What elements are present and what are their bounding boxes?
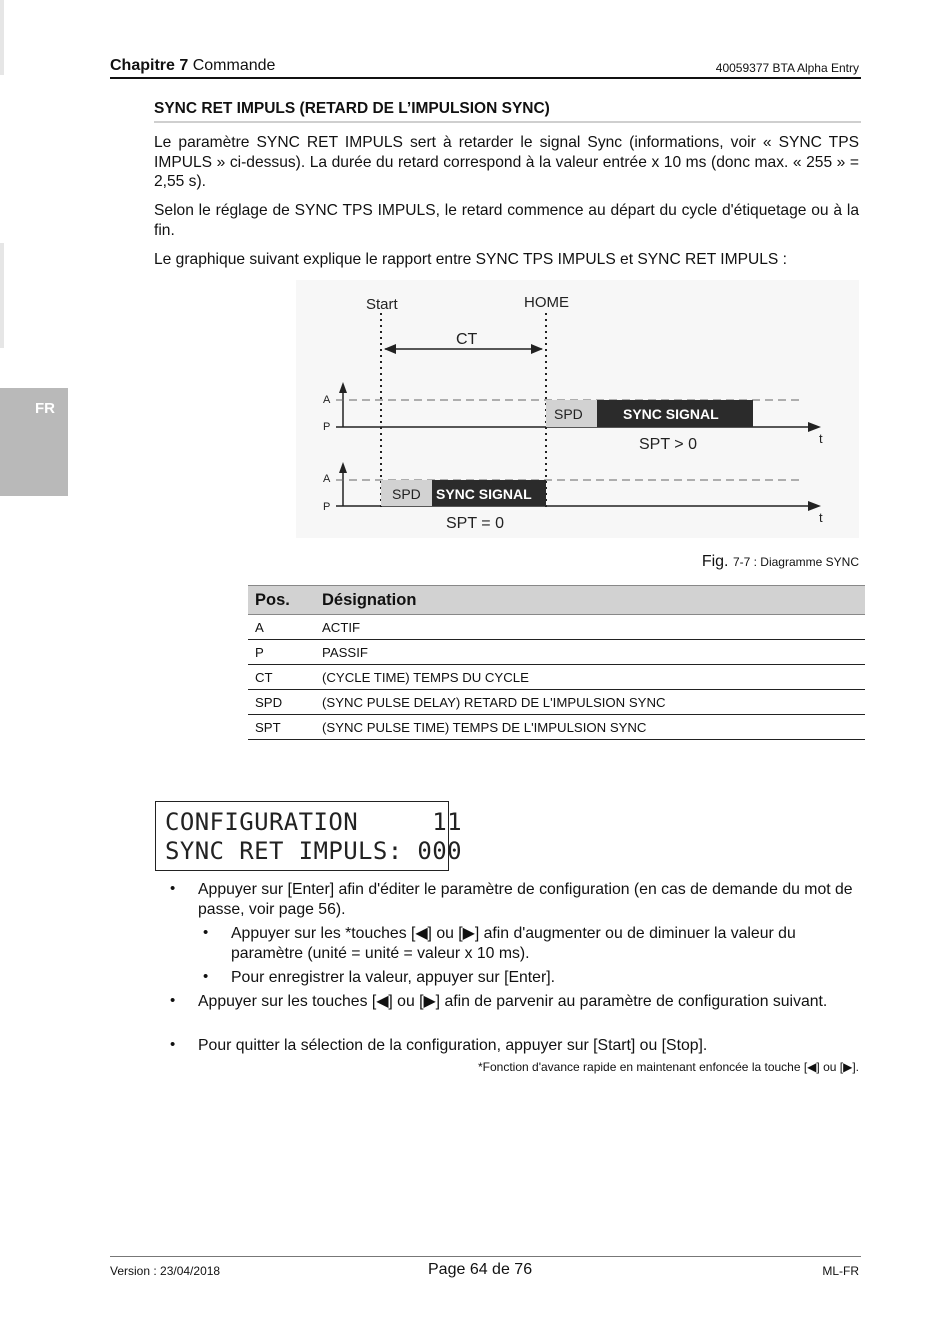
bullet-marker: •: [170, 1036, 176, 1053]
lcd-display: [155, 801, 462, 871]
upper-p-label: P: [323, 421, 331, 433]
legend-header-row: [248, 586, 865, 615]
spt-equal-zero-label: SPT = 0: [446, 515, 504, 532]
margin-line: [0, 0, 4, 75]
language-tab: [0, 388, 68, 496]
legend-designation: ACTIF: [315, 615, 865, 640]
lower-axis-arrow: [339, 462, 347, 473]
table-row: [248, 615, 865, 640]
legend-pos: P: [248, 640, 315, 665]
bullet-marker: •: [170, 992, 176, 1009]
instruction-next-parameter: Appuyer sur les touches [◀] ou [▶] afin de parvenir au paramètre de configuration suivant.: [198, 993, 828, 1010]
section-title: SYNC RET IMPULS (RETARD DE L’IMPULSION SYNC): [154, 100, 550, 117]
paragraph-intro: Le paramètre SYNC RET IMPULS sert à retarder le signal Sync (informations, voir « SYNC TPS IMPULS » ci-dessus). La durée du retard correspond à la valeur entrée x 10 ms (donc max. « 255 » = 2,55 s).: [154, 134, 859, 191]
table-row: [248, 715, 865, 740]
figure-caption-text: 7-7 : Diagramme SYNC: [732, 555, 859, 569]
timing-diagram-svg: [296, 280, 859, 538]
figure-prefix: Fig.: [701, 553, 729, 570]
legend-designation: (SYNC PULSE TIME) TEMPS DE L'IMPULSION SYNC: [315, 715, 865, 740]
legend-header-designation: Désignation: [315, 586, 865, 615]
ct-label: CT: [456, 331, 478, 348]
legend-table: [248, 585, 865, 740]
legend-pos: CT: [248, 665, 315, 690]
legend-header-pos: Pos.: [248, 586, 315, 615]
chapter-title: Commande: [192, 57, 276, 74]
header-divider: [110, 77, 861, 79]
start-label: Start: [366, 296, 398, 313]
spt-greater-zero-label: SPT > 0: [639, 436, 697, 453]
upper-a-label: A: [323, 394, 331, 406]
bullet-marker: •: [203, 968, 209, 985]
footer-page-number: Page 64 de 76: [428, 1261, 533, 1278]
ct-arrow-left-head: [384, 344, 396, 354]
table-row: [248, 640, 865, 665]
language-tab-label: FR: [35, 400, 55, 417]
footer-divider: [110, 1256, 861, 1257]
upper-spd-label: SPD: [554, 406, 583, 422]
section-divider: [154, 121, 861, 123]
instruction-adjust-value: Appuyer sur les *touches [◀] ou [▶] afin d'augmenter ou de diminuer la valeur du paramètre (unité = unité = valeur x 10 ms).: [231, 925, 796, 962]
lcd-line-2: SYNC RET IMPULS: 000: [165, 837, 462, 865]
paragraph-delay-start: Selon le réglage de SYNC TPS IMPULS, le retard commence au départ du cycle d'étiquetage ou à la fin.: [154, 202, 859, 239]
legend-pos: SPT: [248, 715, 315, 740]
bullet-marker: •: [170, 880, 176, 897]
legend-designation: (SYNC PULSE DELAY) RETARD DE L'IMPULSION SYNC: [315, 690, 865, 715]
lcd-line-1: CONFIGURATION 11: [165, 808, 462, 836]
upper-t-label: t: [819, 431, 823, 446]
legend-pos: A: [248, 615, 315, 640]
footer-language-code: ML-FR: [822, 1264, 859, 1278]
lower-p-label: P: [323, 501, 331, 513]
sync-timing-diagram: [296, 280, 859, 538]
lower-a-label: A: [323, 473, 331, 485]
table-row: [248, 690, 865, 715]
table-row: [248, 665, 865, 690]
lower-t-label: t: [819, 510, 823, 525]
upper-axis-arrow: [339, 382, 347, 393]
document-reference: 40059377 BTA Alpha Entry: [715, 61, 859, 75]
margin-line: [0, 243, 4, 348]
home-label: HOME: [524, 294, 569, 311]
bullet-marker: •: [203, 924, 209, 941]
lower-spd-label: SPD: [392, 486, 421, 502]
chapter-heading: [110, 57, 275, 75]
instruction-enter: Appuyer sur [Enter] afin d'éditer le paramètre de configuration (en cas de demande du mot de passe, voir page 56).: [198, 881, 853, 918]
ct-arrow-right-head: [531, 344, 543, 354]
legend-designation: PASSIF: [315, 640, 865, 665]
lower-sync-signal-label: SYNC SIGNAL: [436, 486, 532, 502]
figure-caption: [702, 553, 859, 571]
paragraph-graph-intro: Le graphique suivant explique le rapport entre SYNC TPS IMPULS et SYNC RET IMPULS :: [154, 251, 788, 268]
footer-version: Version : 23/04/2018: [110, 1264, 221, 1278]
upper-sync-signal-label: SYNC SIGNAL: [623, 406, 719, 422]
legend-pos: SPD: [248, 690, 315, 715]
instruction-quit: Pour quitter la sélection de la configuration, appuyer sur [Start] ou [Stop].: [198, 1037, 708, 1054]
legend-designation: (CYCLE TIME) TEMPS DU CYCLE: [315, 665, 865, 690]
chapter-number: Chapitre 7: [110, 57, 189, 74]
footnote: *Fonction d'avance rapide en maintenant enfoncée la touche [◀] ou [▶].: [478, 1060, 859, 1074]
instruction-save: Pour enregistrer la valeur, appuyer sur [Enter].: [231, 969, 555, 986]
